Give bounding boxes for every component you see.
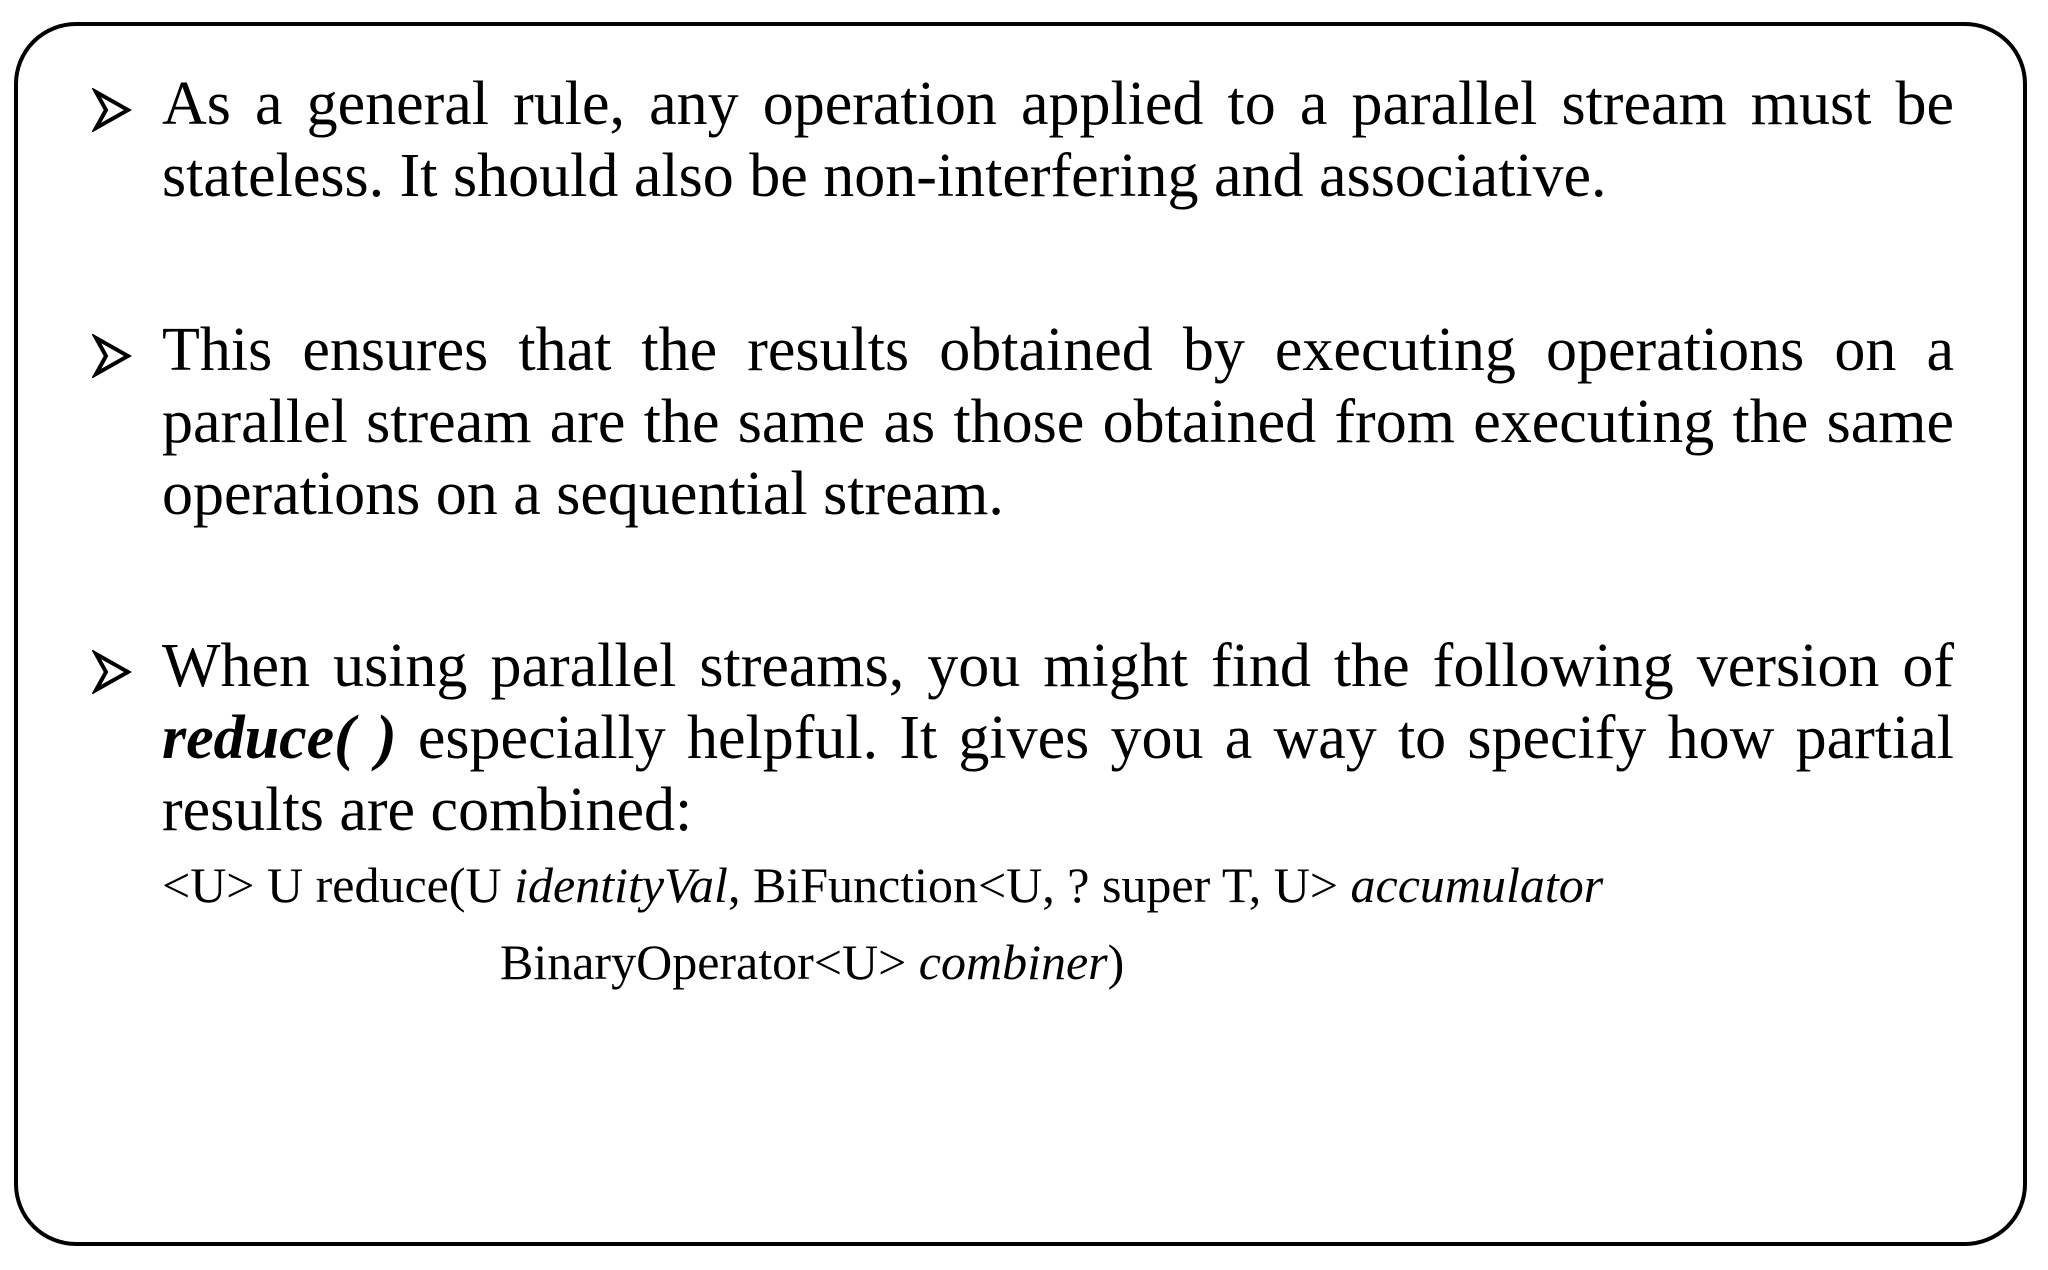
reduce-keyword: reduce( ) bbox=[162, 704, 397, 772]
bullet-text: This ensures that the results obtained by executing operations on a parallel stream are the same as those obtained from executing the same operations on a sequential stream. bbox=[162, 316, 1954, 528]
bullet-item-reduce bbox=[92, 630, 1954, 846]
signature-text: ) bbox=[1107, 934, 1125, 990]
signature-text: , BiFunction<U, ? super T, U> bbox=[727, 857, 1351, 913]
reduce-signature-line-1 bbox=[162, 855, 1603, 915]
identity-param: identityVal bbox=[514, 857, 728, 913]
arrowhead-bullet-icon bbox=[92, 334, 132, 378]
arrowhead-bullet-icon bbox=[92, 650, 132, 694]
arrowhead-bullet-icon bbox=[92, 88, 132, 132]
bullet-text: As a general rule, any operation applied to a parallel stream must be stateless. It should also be non-interfering and associative. bbox=[162, 70, 1954, 210]
bullet-text-after: especially helpful. It gives you a way to specify how partial results are combined: bbox=[162, 704, 1954, 844]
combiner-param: combiner bbox=[918, 934, 1108, 990]
signature-text: <U> U reduce(U bbox=[162, 857, 515, 913]
bullet-text-before: When using parallel streams, you might find the following version of bbox=[162, 632, 1954, 700]
reduce-signature-line-2 bbox=[500, 932, 1124, 992]
bullet-text bbox=[162, 630, 1954, 846]
accumulator-param: accumulator bbox=[1350, 857, 1604, 913]
bullet-item-stateless bbox=[92, 68, 1954, 212]
signature-text: BinaryOperator<U> bbox=[500, 934, 919, 990]
bullet-item-results bbox=[92, 314, 1954, 530]
